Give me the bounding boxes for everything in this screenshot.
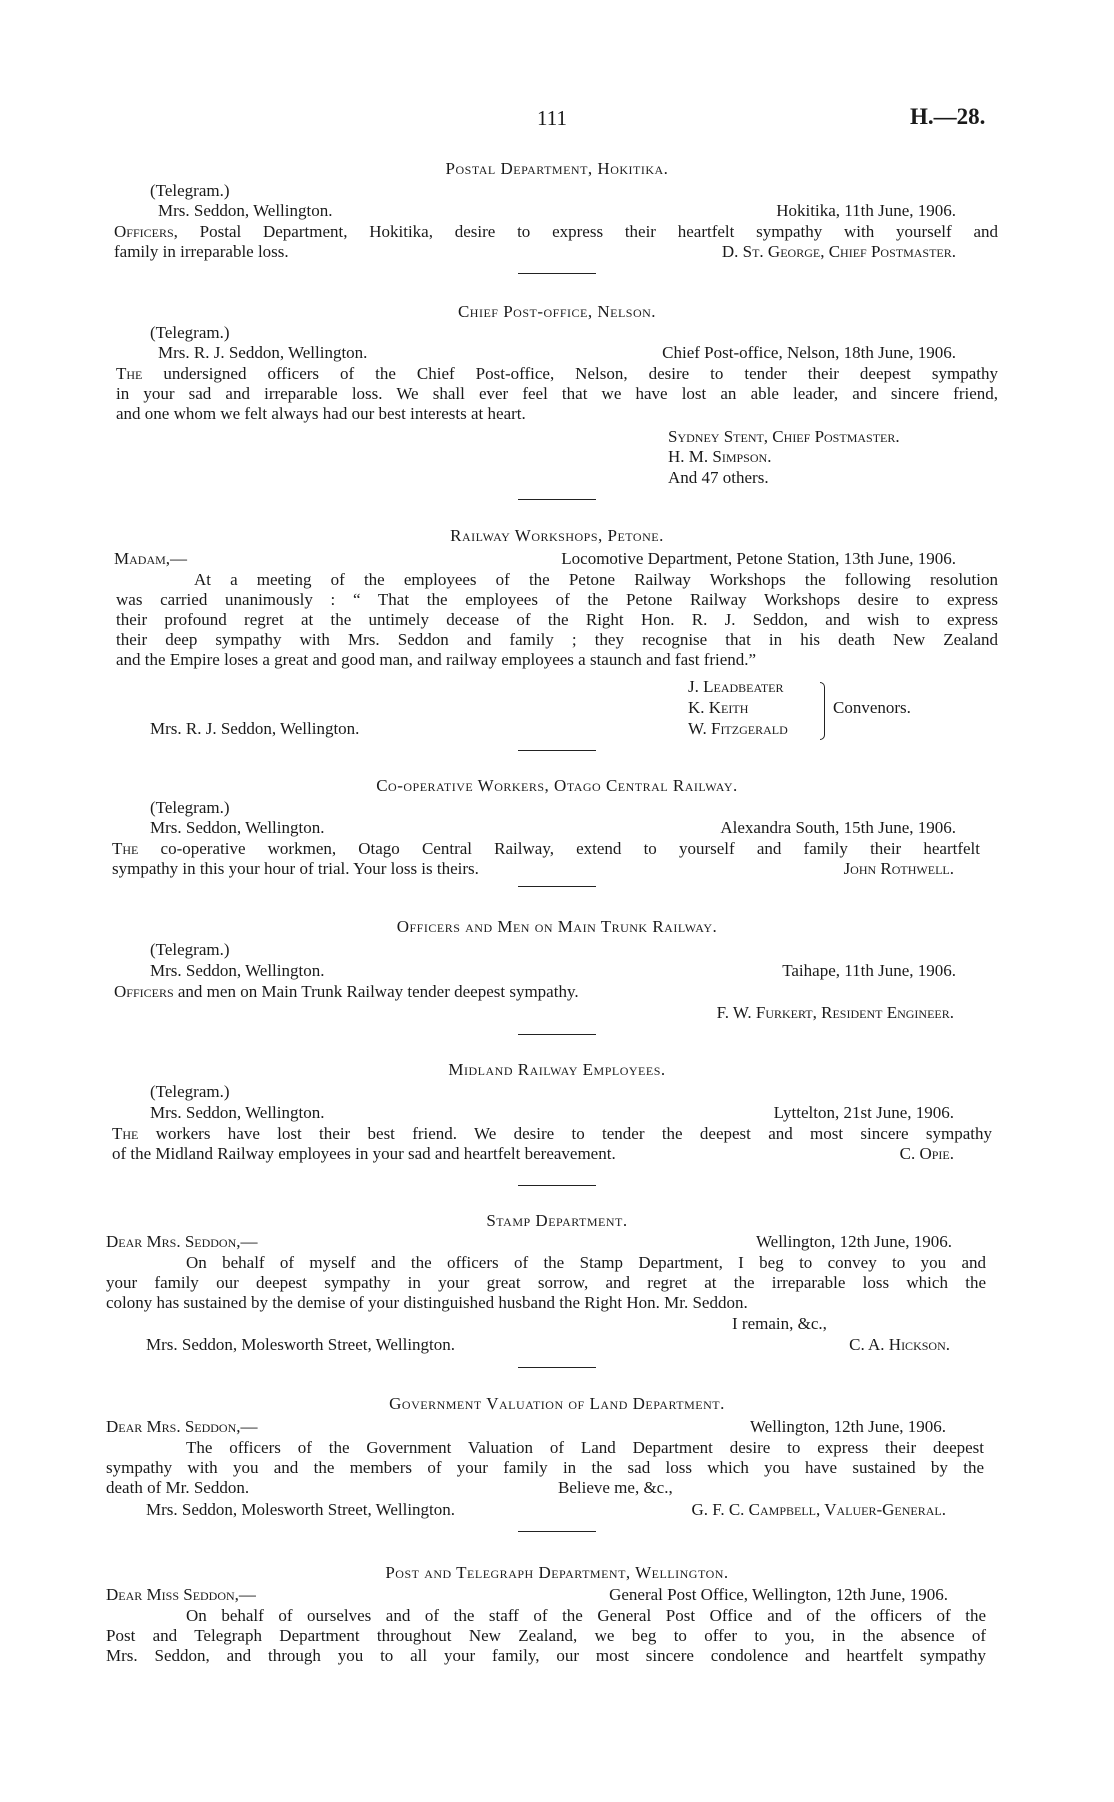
body-line: and one whom we felt always had our best interests at heart. <box>116 404 526 423</box>
body-line: death of Mr. Seddon. <box>106 1478 250 1497</box>
place-date: Wellington, 12th June, 1906. <box>755 1232 952 1251</box>
salutation: Madam,— <box>114 549 188 568</box>
addressee: Mrs. Seddon, Molesworth Street, Wellington. <box>146 1500 456 1519</box>
section-divider <box>518 1531 596 1532</box>
body-line: At a meeting of the employees of the Petone Railway Workshops the following resolution <box>194 570 998 589</box>
signature: H. M. Simpson. <box>668 447 772 466</box>
signature: K. Keith <box>688 698 749 717</box>
section-heading: Co-operative Workers, Otago Central Railway. <box>376 776 738 795</box>
place-date: Taihape, 11th June, 1906. <box>782 961 956 980</box>
signature: G. F. C. Campbell, Valuer-General. <box>691 1500 946 1519</box>
section-heading: Midland Railway Employees. <box>448 1060 666 1079</box>
page-number: 111 <box>537 106 567 130</box>
addressee: Mrs. Seddon, Wellington. <box>150 961 325 980</box>
addressee: Mrs. Seddon, Wellington. <box>150 1103 325 1122</box>
body-line: their deep sympathy with Mrs. Seddon and family ; they recognise that in his death New Zealand <box>116 630 998 649</box>
body-line: Mrs. Seddon, and through you to all your family, our most sincere condolence and heartfelt sympathy <box>106 1646 986 1665</box>
place-date: Hokitika, 11th June, 1906. <box>776 201 956 220</box>
body-line: Post and Telegraph Department throughout New Zealand, we beg to offer to you, in the absence of <box>106 1626 986 1645</box>
message-body: The co-operative workmen, Otago Central Railway, extend to yourself and family their heartfelt sympathy in this your hour of trial. Your loss is theirs. <box>112 839 980 878</box>
section-divider <box>518 1367 596 1368</box>
section-divider <box>518 1034 596 1035</box>
section-heading: Postal Department, Hokitika. <box>445 159 669 178</box>
body-line: sympathy in this your hour of trial. Your loss is theirs. <box>112 859 479 878</box>
signature: John Rothwell. <box>843 859 954 878</box>
message-body <box>106 1606 986 1666</box>
section-divider <box>518 886 596 887</box>
signature: Sydney Stent, Chief Postmaster. <box>668 427 900 446</box>
addressee: Mrs. Seddon, Molesworth Street, Wellington. <box>146 1335 456 1354</box>
section-heading: Chief Post-office, Nelson. <box>457 302 657 321</box>
addressee: Mrs. R. J. Seddon, Wellington. <box>150 719 360 738</box>
signature: C. Opie. <box>899 1144 954 1163</box>
salutation: Dear Mrs. Seddon,— <box>106 1232 258 1251</box>
message-body <box>106 1438 984 1498</box>
lead-word: The <box>112 1124 139 1143</box>
salutation: Dear Miss Seddon,— <box>106 1585 256 1604</box>
signature: F. W. Furkert, Resident Engineer. <box>716 1003 954 1022</box>
body-line: was carried unanimously : “ That the employees of the Petone Railway Workshops desire to express <box>116 590 998 609</box>
signatory-role: Convenors. <box>833 698 911 717</box>
addressee: Mrs. R. J. Seddon, Wellington. <box>158 343 368 362</box>
place-date: Alexandra South, 15th June, 1906. <box>720 818 956 837</box>
section-divider <box>518 273 596 274</box>
message-body: Officers, Postal Department, Hokitika, desire to express their heartfelt sympathy with yourself and family in irreparable loss. <box>114 222 998 261</box>
message-body: The undersigned officers of the Chief Post-office, Nelson, desire to tender their deepest sympathy in your sad and irreparable loss. We shall ever feel that we have lost an able leader, and sincere friend, and one whom we felt always had our best interests at heart. <box>116 364 998 423</box>
brace <box>820 682 825 740</box>
telegram-label: (Telegram.) <box>150 323 230 342</box>
telegram-label: (Telegram.) <box>150 181 230 200</box>
place-date: Wellington, 12th June, 1906. <box>749 1417 946 1436</box>
section-divider <box>518 1185 596 1186</box>
body-line: and the Empire loses a great and good man, and railway employees a staunch and fast friend.” <box>116 650 757 669</box>
addressee: Mrs. Seddon, Wellington. <box>158 201 333 220</box>
document-reference: H.—28. <box>910 104 986 129</box>
signature: W. Fitzgerald <box>688 719 788 738</box>
addressee: Mrs. Seddon, Wellington. <box>150 818 325 837</box>
lead-word: The <box>112 839 139 858</box>
signature: D. St. George, Chief Postmaster. <box>721 242 956 261</box>
section-heading: Officers and Men on Main Trunk Railway. <box>396 917 718 936</box>
message-body <box>106 1253 986 1313</box>
place-date: General Post Office, Wellington, 12th June, 1906. <box>609 1585 948 1604</box>
place-date: Chief Post-office, Nelson, 18th June, 1906. <box>662 343 956 362</box>
body-line: colony has sustained by the demise of your distinguished husband the Right Hon. Mr. Seddon. <box>106 1293 748 1312</box>
lead-word: The <box>116 364 143 383</box>
telegram-label: (Telegram.) <box>150 940 230 959</box>
closing: I remain, &c., <box>732 1314 827 1333</box>
lead-word: Officers <box>114 982 174 1001</box>
body-line: in your sad and irreparable loss. We shall ever feel that we have lost an able leader, and sincere friend, <box>116 384 998 403</box>
section-divider <box>518 499 596 500</box>
signature: J. Leadbeater <box>688 677 784 696</box>
place-date: Locomotive Department, Petone Station, 13th June, 1906. <box>561 549 956 568</box>
signature: C. A. Hickson. <box>849 1335 950 1354</box>
body-line: sympathy with you and the members of your family in the sad loss which you have sustained by the <box>106 1458 984 1477</box>
message-body: Officers and men on Main Trunk Railway tender deepest sympathy. <box>114 982 579 1001</box>
telegram-label: (Telegram.) <box>150 1082 230 1101</box>
section-heading: Post and Telegraph Department, Wellington. <box>385 1563 729 1582</box>
section-heading: Government Valuation of Land Department. <box>389 1394 725 1413</box>
section-divider <box>518 750 596 751</box>
telegram-label: (Telegram.) <box>150 798 230 817</box>
body-line: On behalf of myself and the officers of the Stamp Department, I beg to convey to you and <box>186 1253 986 1272</box>
signature-note: And 47 others. <box>668 468 769 487</box>
closing: Believe me, &c., <box>558 1478 673 1497</box>
salutation: Dear Mrs. Seddon,— <box>106 1417 258 1436</box>
section-heading: Railway Workshops, Petone. <box>450 526 664 545</box>
body-line: The officers of the Government Valuation of Land Department desire to express their deepest <box>186 1438 984 1457</box>
place-date: Lyttelton, 21st June, 1906. <box>773 1103 954 1122</box>
message-body <box>116 570 998 670</box>
body-line: your family our deepest sympathy in your great sorrow, and regret at the irreparable loss which the <box>106 1273 986 1292</box>
body-line: family in irreparable loss. <box>114 242 289 261</box>
lead-word: Officers <box>114 222 174 241</box>
body-line: On behalf of ourselves and of the staff of the General Post Office and of the officers of the <box>186 1606 986 1625</box>
body-line: their profound regret at the untimely decease of the Right Hon. R. J. Seddon, and wish to express <box>116 610 998 629</box>
body-line: of the Midland Railway employees in your sad and heartfelt bereavement. <box>112 1144 616 1163</box>
section-heading: Stamp Department. <box>486 1211 628 1230</box>
message-body: The workers have lost their best friend. We desire to tender the deepest and most sincere sympathy of the Midland Railway employees in your sad and heartfelt bereavement. <box>112 1124 992 1163</box>
